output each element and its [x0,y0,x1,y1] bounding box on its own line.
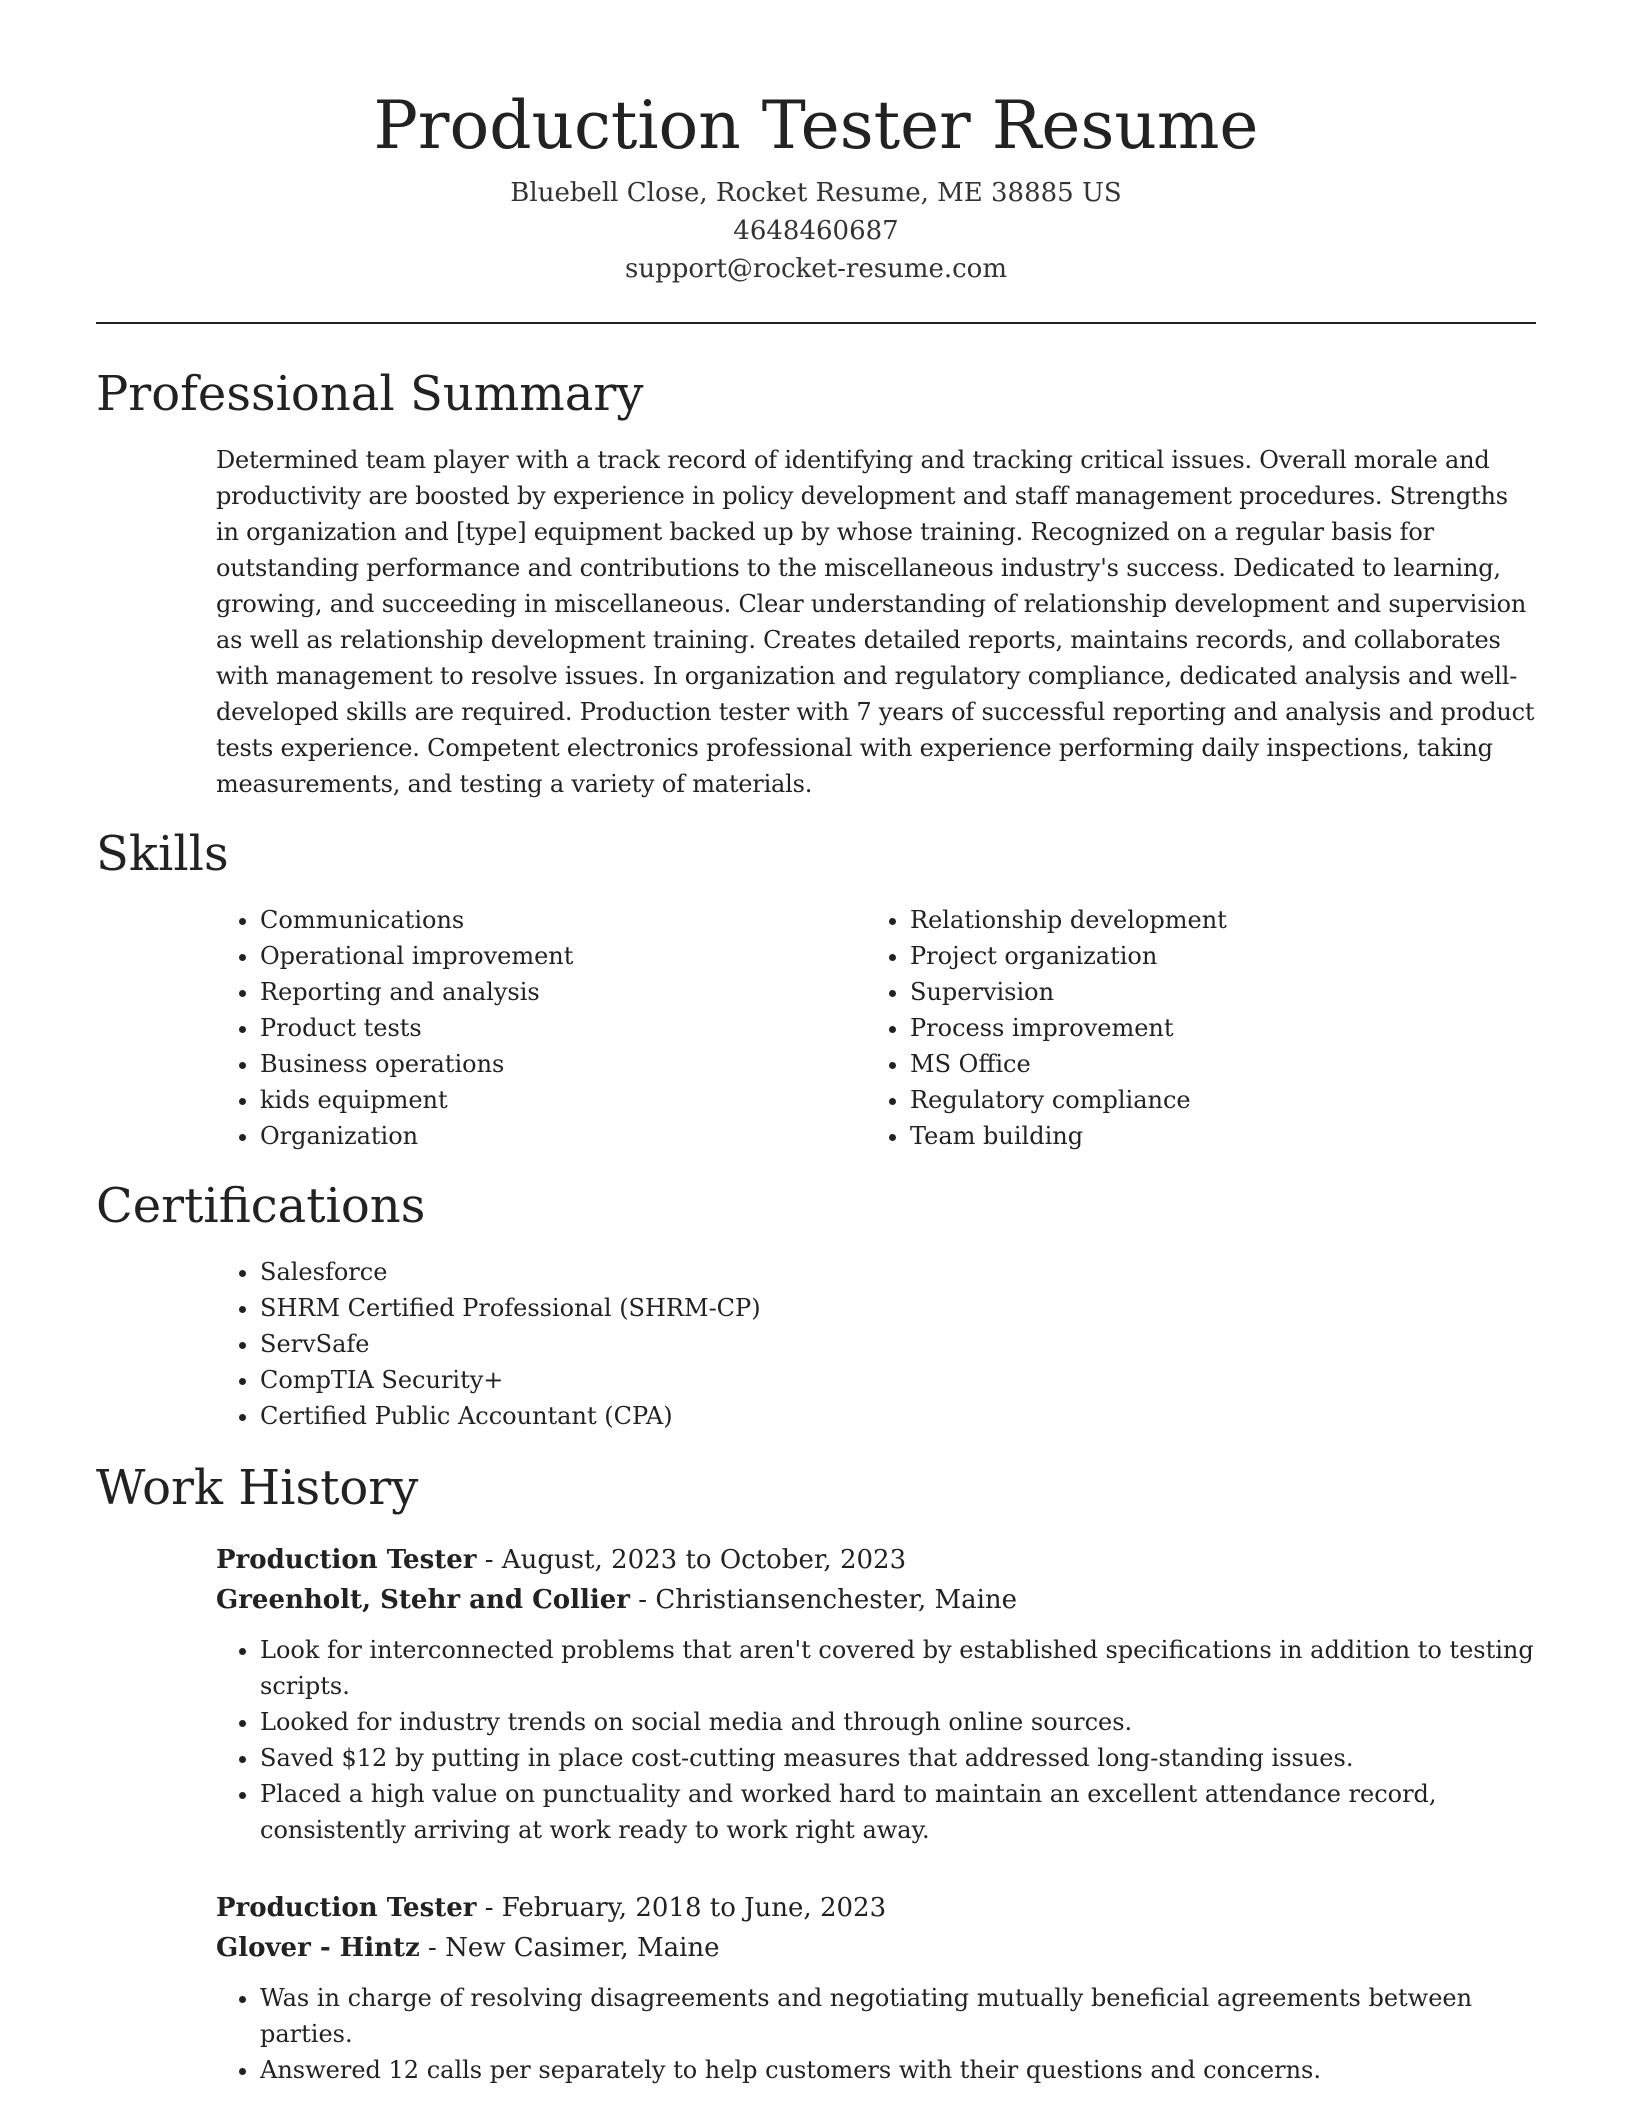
skill-item: • Operational improvement [260,938,866,974]
job-detail-item: • Was in charge of resolving disagreements and negotiating mutually beneficial agreements between parties. [260,1980,1536,2052]
job-location: - New Casimer, Maine [419,1933,720,1963]
job-details [216,1632,1536,1848]
skill-item: • MS Office [910,1046,1516,1082]
summary-heading: Professional Summary [96,366,644,422]
job-title: Production Tester [216,1893,477,1923]
job-company: Glover - Hintz [216,1933,420,1963]
certifications-section [96,1176,1536,1434]
job-detail-item: • Saved $12 by putting in place cost-cutting measures that addressed long-standing issues. [260,1740,1536,1776]
job-entry [216,1888,1536,2088]
summary-text: Determined team player with a track record of identifying and tracking critical issues. Overall morale and productivity are boosted by experience in policy development and staff management procedures. Strengths in organization and [type] equipment backed up by whose training. Recognized on a regular basis for outstanding performance and contributions to the miscellaneous industry's success. Dedicated to learning, growing, and succeeding in miscellaneous. Clear understanding of relationship development and supervision as well as relationship development training. Creates detailed reports, maintains records, and collaborates with management to resolve issues. In organization and regulatory compliance, dedicated analysis and well-developed skills are required. Production tester with 7 years of successful reporting and analysis and product tests experience. Competent electronics professional with experience performing daily inspections, taking measurements, and testing a variety of materials. [216,446,1535,798]
skills-column-left [216,902,866,1154]
job-company: Greenholt, Stehr and Collier [216,1585,630,1615]
certification-item: • Salesforce [260,1254,1536,1290]
job-entry [216,1540,1536,1848]
work-history-heading: Work History [96,1460,419,1516]
certification-item: • SHRM Certified Professional (SHRM-CP) [260,1290,1536,1326]
skills-column-right [866,902,1516,1154]
skill-item: • Communications [260,902,866,938]
summary-section [96,364,1536,802]
job-dates: - August, 2023 to October, 2023 [476,1545,907,1575]
skill-item: • kids equipment [260,1082,866,1118]
skill-item: • Team building [910,1118,1516,1154]
contact-address: Bluebell Close, Rocket Resume, ME 38885 US [510,178,1122,208]
skills-section [96,824,1536,1154]
job-dates: - February, 2018 to June, 2023 [476,1893,887,1923]
certifications-heading: Certifications [96,1178,426,1234]
contact-phone: 4648460687 [733,216,899,246]
job-company-line [216,1928,1536,1968]
skill-item: • Business operations [260,1046,866,1082]
job-location: - Christiansenchester, Maine [630,1585,1018,1615]
contact-email: support@rocket-resume.com [624,254,1007,284]
contact-info [96,174,1536,288]
certification-item: • ServSafe [260,1326,1536,1362]
job-detail-item: • Look for interconnected problems that aren't covered by established specifications in addition to testing scripts. [260,1632,1536,1704]
skill-item: • Supervision [910,974,1516,1010]
resume-header [96,0,1536,288]
job-detail-item: • Placed a high value on punctuality and worked hard to maintain an excellent attendance record, consistently arriving at work ready to work right away. [260,1776,1536,1848]
certification-item: • CompTIA Security+ [260,1362,1536,1398]
header-divider [96,322,1536,324]
job-title-line [216,1888,1536,1928]
certification-item: • Certified Public Accountant (CPA) [260,1398,1536,1434]
work-history-section [96,1458,1536,2088]
skill-item: • Project organization [910,938,1516,974]
job-detail-item: • Looked for industry trends on social media and through online sources. [260,1704,1536,1740]
skill-item: • Organization [260,1118,866,1154]
job-details [216,1980,1536,2088]
skills-heading: Skills [96,826,229,882]
job-company-line [216,1580,1536,1620]
skill-item: • Relationship development [910,902,1516,938]
certifications-list [216,1254,1536,1434]
skill-item: • Process improvement [910,1010,1516,1046]
resume-title: Production Tester Resume [373,87,1259,164]
skill-item: • Reporting and analysis [260,974,866,1010]
skill-item: • Regulatory compliance [910,1082,1516,1118]
skills-columns [216,902,1536,1154]
job-title: Production Tester [216,1545,477,1575]
resume-page [96,0,1536,2088]
skill-item: • Product tests [260,1010,866,1046]
job-detail-item: • Answered 12 calls per separately to help customers with their questions and concerns. [260,2052,1536,2088]
job-title-line [216,1540,1536,1580]
